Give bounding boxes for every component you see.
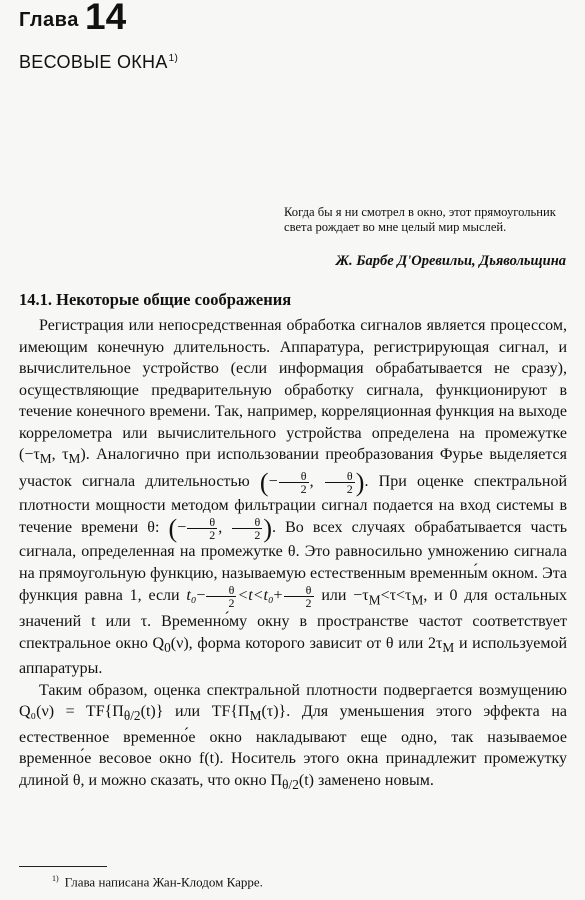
chapter-title [19,52,178,73]
footnote-divider [19,866,107,867]
t0-symbol: t₀ [263,587,274,605]
epigraph-text: Когда бы я ни смотрел в окно, этот прямоугольник света рождает во мне целый мир мыслей. [284,205,556,234]
fraction-den: 2 [254,528,261,543]
footnote [52,874,263,890]
p2-text-a: Таким образом, оценка спектральной плотности подвергается возмущению [39,681,567,699]
p1-text-f: или −τ [321,587,369,605]
p1-text-b: , τ [51,446,69,463]
minus-sign: − [196,587,206,605]
paragraph-1: Регистрация или непосредственная обработка сигналов является процессом, имеющим конечную длительность. Аппаратура, регистрирующая сигнал, и вычислительное устройство (если информация обрабатывается не сразу), осуществляющие предварительную обработку сигнала, функционируют в течение конечного времени. Так, например, корреляционная функция на выходе коррелометра или вычислительного устройства определена на промежутке ($-\tau_M$, $\tau_M$). Аналогично при использовании преобразования Фурье выделяется участок сигнала длительностью (− $\frac{\theta}{2}$ , $\frac{\theta}{2}$ ). При оценке спектральной плотности мощности методом фильтрации сигнал подается на вход системы в течение времени θ: (− $\frac{\theta}{2}$ , $\frac{\theta}{2}$ ). Во всех случаях обрабатывается часть сигнала, определенная на промежутке θ. Это равносильно умножению сигнала на прямоугольную функцию, называемую естественным временны́м окном. Эта функция равна 1, если t₀− $\frac{\theta}{2}$ <t<t₀+ $\frac{\theta}{2}$ или $-\tau_M<\tau<\tau_M$, и 0 для остальных значений t или τ. Временно́му окну в пространстве частот соответствует спектральное окно $Q_0(\nu)$, форма которого зависит от θ или $2\tau_M$ и используемой аппаратуры. [19,317,568,678]
p1-text-a: Регистрация или непосредственная обработка сигналов является процессом, имеющим конечную длительность. Аппаратура, регистрирующая сигнал, и вычислительное устройство (если информация обрабатывается не сразу), осуществляющие предварительную обработку сигнала, функционируют в течение конечного времени. Так, например, корреляционная функция на выходе коррелометра или вычислительного устройства определена на промежутке (−τ [19,317,567,463]
fraction [284,584,314,609]
sub-m: M [411,592,424,608]
minus-sign: − [268,472,278,490]
p2-text-c: (t)} [140,703,164,721]
paren-close: ) [355,467,365,497]
fraction-num: θ [284,584,314,597]
section-heading: 14.1. Некоторые общие соображения [19,290,292,309]
sub-m: M [68,451,81,467]
fraction-num: θ [187,516,217,529]
chapter-number: 14 [85,0,127,37]
fraction-num: θ [232,516,262,529]
fraction [206,584,236,609]
fraction [279,470,309,495]
paren-open: ( [168,513,178,543]
p1-text-i: (ν), форма которого зависит от θ или 2τ [170,634,443,652]
p2-text-b: Q₀(ν) = TF{Π [19,703,124,721]
p1-text-h: , и 0 для остальных значений t или τ. Временно́му окну в пространстве частот соответствует спектральное окно Q [19,587,568,652]
fraction [187,516,217,541]
fraction [232,516,262,541]
paragraph-2 [19,680,567,796]
p2-text-d: или [174,703,201,721]
p2-text-e: TF{Π [211,703,250,721]
p1-text-j: и используемой аппаратуры. [19,634,568,678]
sub-m: M [39,451,52,467]
chapter-label: Глава [19,9,79,31]
sub-0: 0 [164,639,171,655]
sub-m: M [442,639,455,655]
p1-text-g: <τ<τ [380,587,412,605]
minus-sign: − [177,519,187,537]
sub-theta-half: θ/2 [282,777,299,793]
sub-theta-half: θ/2 [123,708,141,724]
p2-text-h: (t) заменено новым. [298,771,434,789]
epigraph-author: Ж. Барбе Д'Оревильи, Дьявольщина [335,253,566,269]
p2-text-f: (τ)}. [261,703,291,721]
chapter-title-footnote-mark: 1) [168,53,179,64]
fraction-num: θ [325,470,355,483]
t0-symbol: t₀ [186,587,197,605]
fraction-den: 2 [228,596,235,611]
fraction-num: θ [206,584,236,597]
fraction-den: 2 [209,528,216,543]
chapter-title-text: ВЕСОВЫЕ ОКНА [19,52,168,72]
paren-close: ) [263,513,272,543]
fraction-den: 2 [305,596,312,611]
fraction-den: 2 [346,481,353,496]
fraction-num: θ [279,470,309,483]
paren-open: ( [259,467,269,497]
inequality: <t< [237,587,264,605]
footnote-text: Глава написана Жан-Клодом Карре. [64,874,263,890]
p2-text-g: Для уменьшения этого эффекта на естественное временно́е окно накладывают еще одно, так называемое временно́е весовое окно f(t). Носитель этого окна принадлежит промежутку длиной θ, и можно сказать, что окно Π [19,703,568,789]
p1-text-d: При оценке спектральной плотности мощности методом фильтрации сигнал подается на вход системы в течение времени θ: [19,472,568,537]
sub-m: M [249,708,262,724]
body-text [19,315,567,796]
footnote-mark: 1) [52,874,59,883]
p1-text-c: ). Аналогично при использовании преобразования Фурье выделяется участок сигнала длительностью [19,446,567,490]
fraction [325,470,355,495]
p1-text-e: Во всех случаях обрабатывается часть сигнала, определенная на промежутке θ. Это равносильно умножению сигнала на прямоугольную функцию, называемую естественным временны́м окном. Эта функция равна 1, если [19,519,568,605]
sub-m: M [368,592,381,608]
fraction-den: 2 [300,481,307,496]
plus-sign: + [273,587,283,605]
